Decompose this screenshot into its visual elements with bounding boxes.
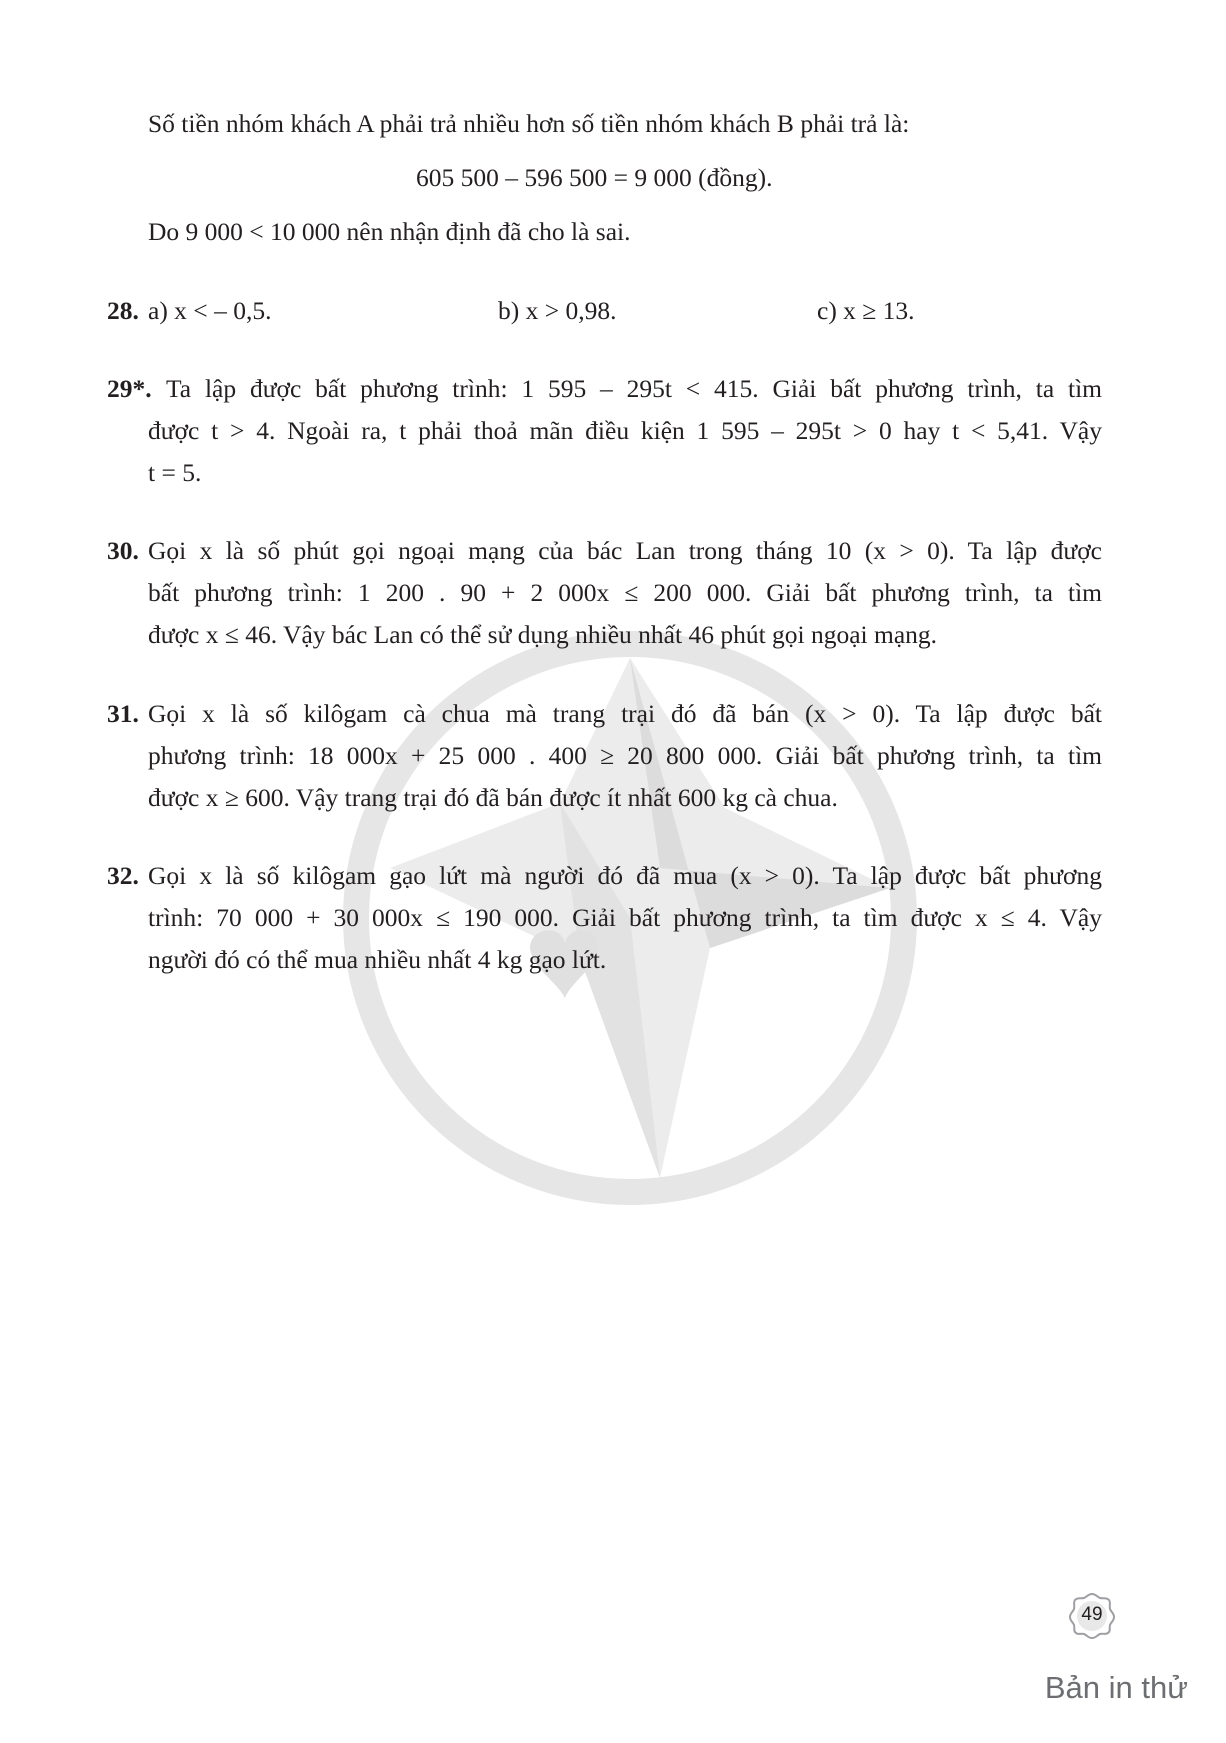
q29-number: 29*. — [107, 374, 152, 403]
q31-number: 31. — [107, 699, 139, 728]
q28-number: 28. — [107, 296, 139, 325]
q28-part-b: b) x > 0,98. — [498, 296, 617, 325]
q32-line-3: người đó có thể mua nhiều nhất 4 kg gạo lứt. — [148, 945, 607, 974]
q30-line-2: bất phương trình: 1 200 . 90 + 2 000x ≤ 200 000. Giải bất phương trình, ta tìm — [148, 578, 1102, 607]
intro-equation: 605 500 – 596 500 = 9 000 (đồng). — [416, 163, 773, 192]
intro-conclusion: Do 9 000 < 10 000 nên nhận định đã cho là sai. — [148, 217, 631, 246]
q32-line-2: trình: 70 000 + 30 000x ≤ 190 000. Giải bất phương trình, ta tìm được x ≤ 4. Vậy — [148, 903, 1102, 932]
q30-line-3: được x ≤ 46. Vậy bác Lan có thể sử dụng nhiều nhất 46 phút gọi ngoại mạng. — [148, 620, 938, 649]
q31-line-2: phương trình: 18 000x + 25 000 . 400 ≥ 20 800 000. Giải bất phương trình, ta tìm — [148, 741, 1102, 770]
draft-label: Bản in thử — [1044, 1670, 1188, 1705]
q28-part-c: c) x ≥ 13. — [817, 296, 915, 325]
q32-line-1: Gọi x là số kilôgam gạo lứt mà người đó đã mua (x > 0). Ta lập được bất phương — [148, 861, 1102, 890]
intro-line-1: Số tiền nhóm khách A phải trả nhiều hơn số tiền nhóm khách B phải trả là: — [148, 109, 910, 138]
q30-line-1: Gọi x là số phút gọi ngoại mạng của bác Lan trong tháng 10 (x > 0). Ta lập được — [148, 536, 1102, 565]
page-number: 49 — [1081, 1604, 1103, 1625]
q31-line-1: Gọi x là số kilôgam cà chua mà trang trại đó đã bán (x > 0). Ta lập được bất — [148, 699, 1102, 728]
q31-line-3: được x ≥ 600. Vậy trang trại đó đã bán được ít nhất 600 kg cà chua. — [148, 783, 838, 812]
q29-line-3: t = 5. — [148, 458, 202, 487]
q28-part-a: a) x < – 0,5. — [148, 296, 272, 325]
q30-number: 30. — [107, 536, 139, 565]
q32-number: 32. — [107, 861, 139, 890]
q29-line-2: được t > 4. Ngoài ra, t phải thoả mãn điều kiện 1 595 – 295t > 0 hay t < 5,41. Vậy — [148, 416, 1102, 445]
q29-line-1: Ta lập được bất phương trình: 1 595 – 295t < 415. Giải bất phương trình, ta tìm — [166, 374, 1102, 403]
